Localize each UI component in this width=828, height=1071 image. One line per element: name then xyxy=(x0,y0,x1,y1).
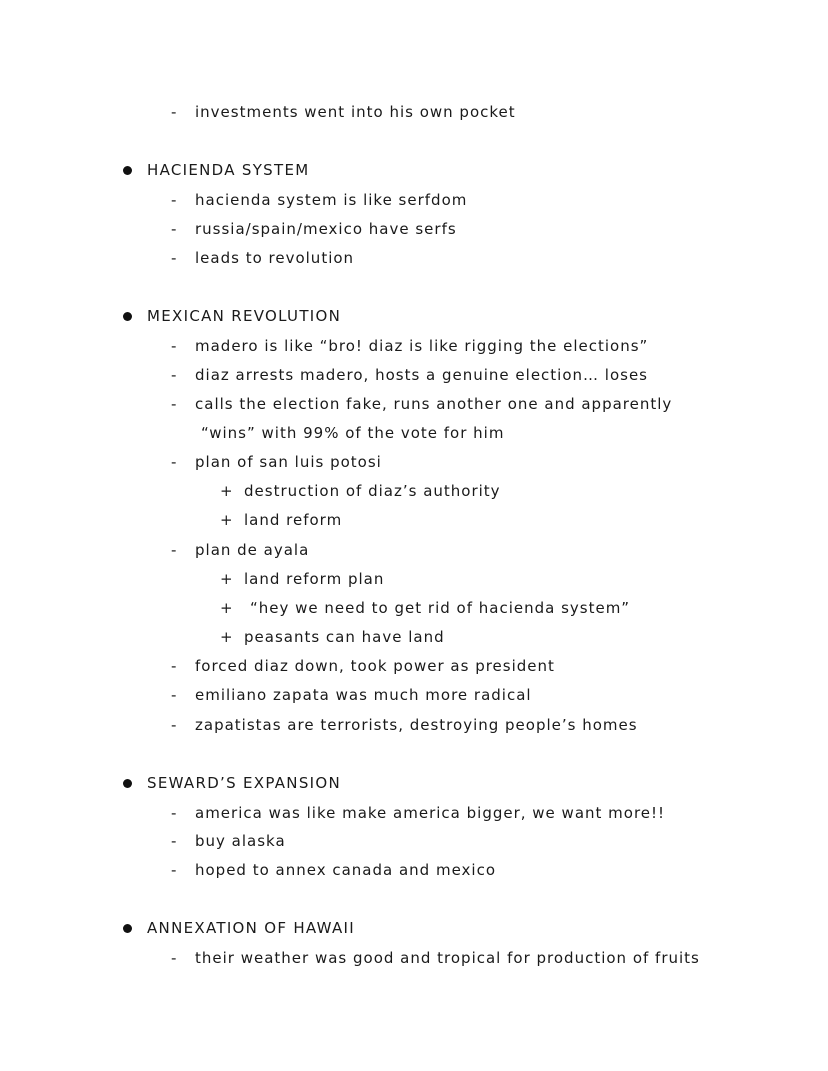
list-item: russia/spain/mexico have serfs xyxy=(195,220,457,238)
bullet-icon xyxy=(123,924,132,933)
list-item: hoped to annex canada and mexico xyxy=(195,861,497,879)
plus-marker: + xyxy=(220,570,233,588)
bullet-icon xyxy=(123,779,132,788)
section-heading: SEWARD’S EXPANSION xyxy=(147,774,341,792)
list-item: buy alaska xyxy=(195,832,286,850)
list-item: plan de ayala xyxy=(195,541,310,559)
dash-marker: - xyxy=(171,337,177,355)
list-item: forced diaz down, took power as president xyxy=(195,657,555,675)
sub-list-item: “hey we need to get rid of hacienda system” xyxy=(250,599,631,617)
list-item: america was like make america bigger, we want more!! xyxy=(195,804,666,822)
plus-marker: + xyxy=(220,599,233,617)
sub-list-item: destruction of diaz’s authority xyxy=(244,482,501,500)
list-item: calls the election fake, runs another one and apparently xyxy=(195,395,673,413)
dash-marker: - xyxy=(171,832,177,850)
plus-marker: + xyxy=(220,511,233,529)
dash-marker: - xyxy=(171,686,177,704)
dash-marker: - xyxy=(171,804,177,822)
bullet-icon xyxy=(123,166,132,175)
dash-marker: - xyxy=(171,861,177,879)
list-item: emiliano zapata was much more radical xyxy=(195,686,532,704)
plus-marker: + xyxy=(220,482,233,500)
dash-marker: - xyxy=(171,716,177,734)
list-item: zapatistas are terrorists, destroying people’s homes xyxy=(195,716,638,734)
list-item: investments went into his own pocket xyxy=(195,103,516,121)
bullet-icon xyxy=(123,312,132,321)
sub-list-item: land reform xyxy=(244,511,343,529)
list-item: diaz arrests madero, hosts a genuine election… loses xyxy=(195,366,649,384)
plus-marker: + xyxy=(220,628,233,646)
dash-marker: - xyxy=(171,395,177,413)
list-item: leads to revolution xyxy=(195,249,355,267)
list-item: madero is like “bro! diaz is like rigging the elections” xyxy=(195,337,649,355)
dash-marker: - xyxy=(171,220,177,238)
dash-marker: - xyxy=(171,366,177,384)
dash-marker: - xyxy=(171,191,177,209)
list-item-continuation: “wins” with 99% of the vote for him xyxy=(201,424,505,442)
section-heading: HACIENDA SYSTEM xyxy=(147,161,310,179)
dash-marker: - xyxy=(171,103,177,121)
dash-marker: - xyxy=(171,249,177,267)
dash-marker: - xyxy=(171,949,177,967)
sub-list-item: land reform plan xyxy=(244,570,385,588)
list-item: hacienda system is like serfdom xyxy=(195,191,468,209)
list-item: their weather was good and tropical for production of fruits xyxy=(195,949,700,967)
list-item: plan of san luis potosi xyxy=(195,453,382,471)
sub-list-item: peasants can have land xyxy=(244,628,445,646)
section-heading: ANNEXATION OF HAWAII xyxy=(147,919,355,937)
dash-marker: - xyxy=(171,453,177,471)
section-heading: MEXICAN REVOLUTION xyxy=(147,307,342,325)
dash-marker: - xyxy=(171,657,177,675)
dash-marker: - xyxy=(171,541,177,559)
